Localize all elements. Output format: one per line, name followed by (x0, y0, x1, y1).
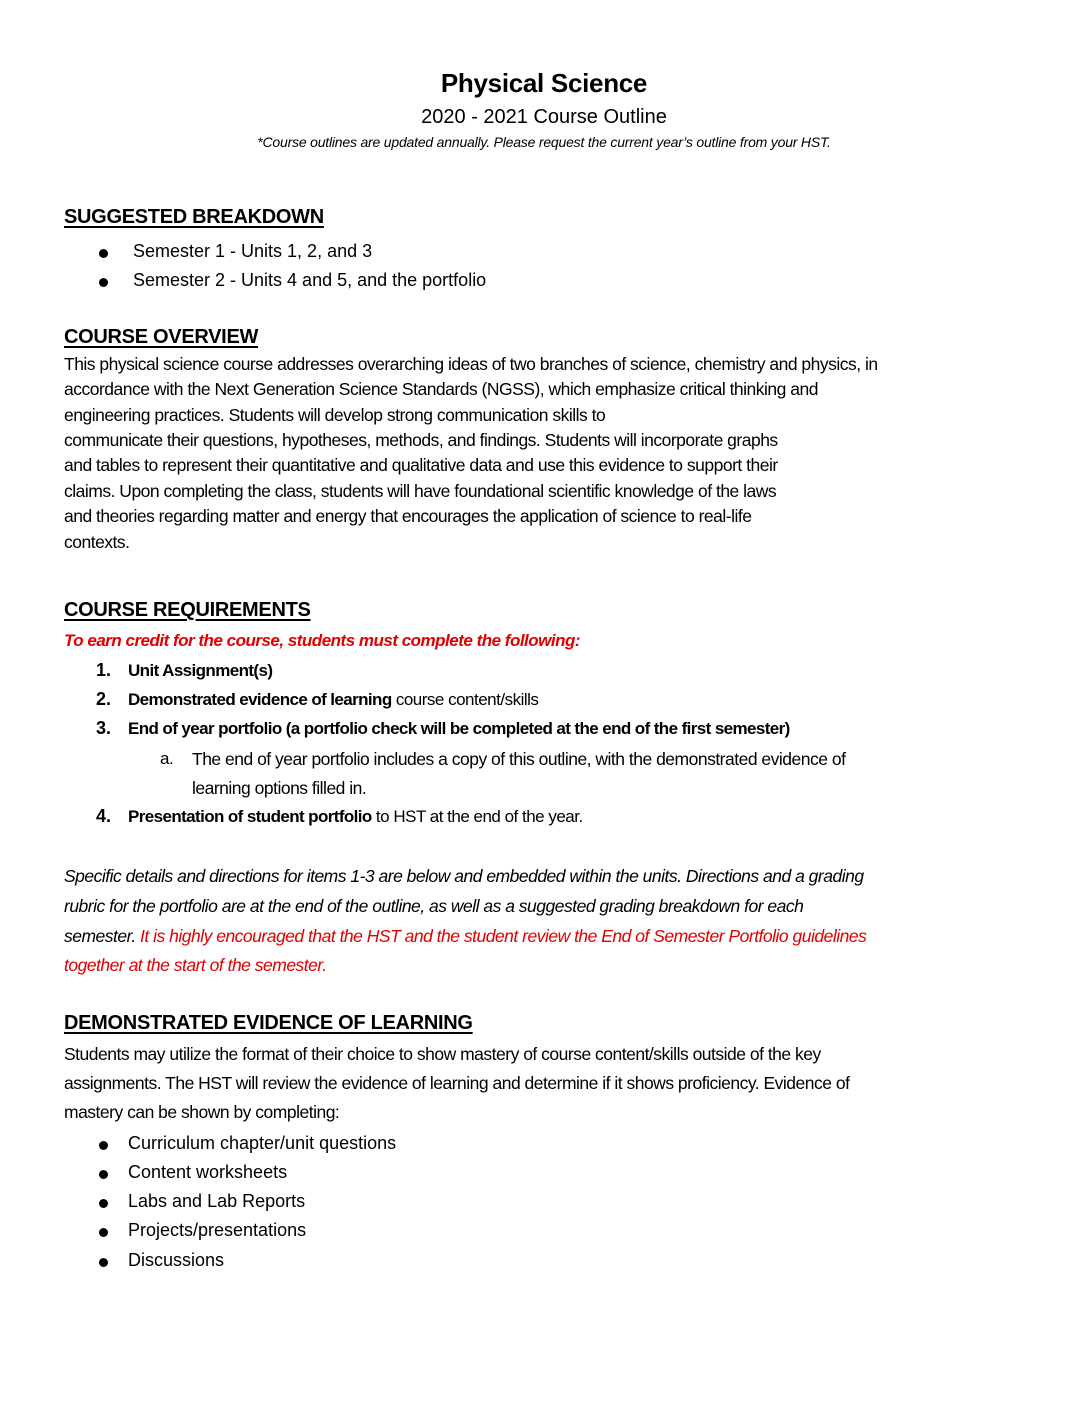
evidence-line: assignments. The HST will review the evidence of learning and determine if it shows proficiency. Evidence of (64, 1073, 850, 1093)
bullet-icon (99, 1258, 108, 1267)
heading-course-overview: COURSE OVERVIEW (64, 326, 259, 348)
overview-line: This physical science course addresses overarching ideas of two branches of science, chemistry and physics, in (64, 354, 878, 374)
requirement-item: Unit Assignment(s) (128, 661, 273, 680)
requirement-number: 4. (96, 806, 112, 826)
overview-line: and tables to represent their quantitative and qualitative data and use this evidence to support their (64, 455, 778, 475)
bullet-icon (99, 1141, 108, 1150)
document-title: Physical Science (440, 68, 648, 98)
overview-line: engineering practices. Students will develop strong communication skills to (64, 405, 606, 425)
bullet-icon (99, 1170, 108, 1179)
overview-line: accordance with the Next Generation Science Standards (NGSS), which emphasize critical thinking and (64, 379, 818, 399)
sub-item-line: learning options filled in. (192, 778, 367, 798)
overview-line: and theories regarding matter and energy that encourages the application of science to real-life (64, 506, 752, 526)
details-line: semester. It is highly encouraged that the HST and the student review the End of Semester Portfolio guidelines (64, 926, 867, 946)
evidence-line: mastery can be shown by completing: (64, 1102, 340, 1122)
requirement-number: 3. (96, 718, 112, 738)
update-note: *Course outlines are updated annually. Please request the current year’s outline from your HST. (257, 134, 831, 150)
requirement-item: End of year portfolio (a portfolio check will be completed at the end of the first semester) (128, 719, 790, 738)
details-line: rubric for the portfolio are at the end of the outline, as well as a suggested grading breakdown for each (64, 896, 804, 916)
requirement-item: Demonstrated evidence of learning course content/skills (128, 690, 539, 709)
requirement-number: 2. (96, 689, 112, 709)
sub-item-line: The end of year portfolio includes a copy of this outline, with the demonstrated evidence of (192, 749, 846, 769)
heading-course-requirements: COURSE REQUIREMENTS (64, 599, 311, 621)
sub-item-letter: a. (160, 749, 174, 768)
details-line: Specific details and directions for items 1-3 are below and embedded within the units. Directions and a grading (64, 866, 864, 886)
overview-line: claims. Upon completing the class, students will have foundational scientific knowledge of the laws (64, 481, 777, 501)
document-subtitle: 2020 - 2021 Course Outline (421, 106, 667, 128)
document-page: Physical Science 2020 - 2021 Course Outline *Course outlines are updated annually. Please request the current year’s outline from your HST. SUGGESTED BREAKDOWN Semester 1 - Units 1, 2, and 3 Semester 2 - Units 4 and 5, and the portfolio COURSE OVERVIEW This physical science course addresses overarching ideas of two branches of science, chemistry and physics, in accordance with the Next Generation Science Standards (NGSS), which emphasize critical thinking and engineering practices. Students will develop strong communication skills to communicate their questions, hypotheses, methods, and findings. Students will incorporate graphs and tables to represent their quantitative and qualitative data and use this evidence to support their claims. Upon completing the class, students will have foundational scientific knowledge of the laws and theories regarding matter and energy that encourages the application of science to real-life contexts. COURSE REQUIREMENTS To earn credit for the course, students must complete the following: 1. Unit Assignment(s) 2. Demonstrated evidence of learning course content/skills 3. End of year portfolio (a portfolio check will be completed at the end of the first semester) a. The end of year portfolio includes a copy of this outline, with the demonstrated evidence of learning options filled in. 4. Presentation of student portfolio to HST at the end of the year. Specific details and directions for items 1-3 are below and embedded within the units. Directions and a grading rubric for the portfolio are at the end of the outline, as well as a suggested grading breakdown for each semester. It is highly encouraged that the HST and the student review the End of Semester Portfolio guidelines together at the start of the semester. DEMONSTRATED EVIDENCE OF LEARNING Students may utilize the format of their choice to show mastery of course content/skills outside of the key assignments. The HST will review the evidence of learning and determine if it shows proficiency. Evidence of mastery can be shown by completing: Curriculum chapter/unit questions Content worksheets Labs and Lab Reports Projects/presentations Discussions (0, 0, 1088, 1408)
bullet-icon (99, 249, 108, 258)
requirements-intro: To earn credit for the course, students must complete the following: (64, 631, 581, 650)
bullet-icon (99, 278, 108, 287)
requirement-number: 1. (96, 660, 112, 680)
bullet-icon (99, 1199, 108, 1208)
evidence-line: Students may utilize the format of their choice to show mastery of course content/skills outside of the key (64, 1044, 821, 1064)
requirement-item: Presentation of student portfolio to HST at the end of the year. (128, 807, 583, 826)
overview-line: contexts. (64, 532, 130, 552)
heading-demonstrated-evidence: DEMONSTRATED EVIDENCE OF LEARNING (64, 1012, 473, 1034)
bullet-icon (99, 1228, 108, 1237)
overview-line: communicate their questions, hypotheses, methods, and findings. Students will incorporate graphs (64, 430, 778, 450)
details-line: together at the start of the semester. (64, 955, 327, 975)
heading-suggested-breakdown: SUGGESTED BREAKDOWN (64, 206, 324, 228)
